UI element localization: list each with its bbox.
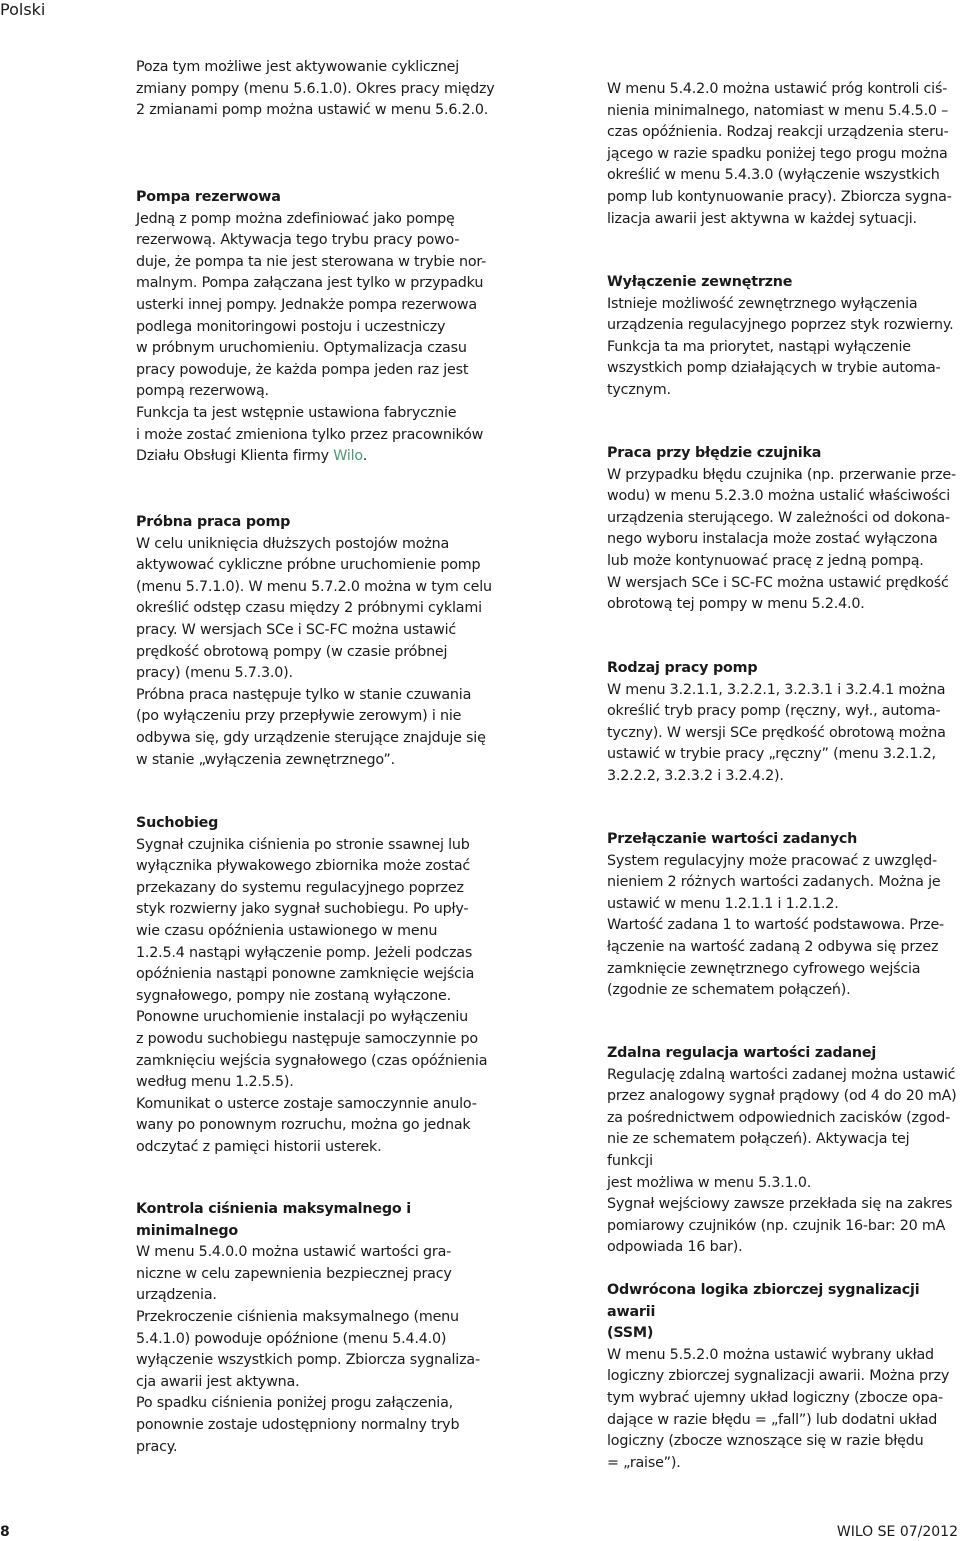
text-line: wyłącznika pływakowego zbiornika może zostać	[136, 858, 471, 875]
text-line: ustawić w trybie pracy „ręczny” (menu 3.2.1.2,	[607, 746, 936, 763]
text-line: w próbnym uruchomieniu. Optymalizacja czasu	[136, 340, 467, 357]
text-line: urządzenia sterującego. W zależności od dokona-	[607, 509, 950, 526]
text-line: zamknięcie zewnętrznego cyfrowego wejścia	[607, 960, 921, 977]
text-line: = „raise”).	[607, 1454, 681, 1471]
text-line: odczytać z pamięci historii usterek.	[136, 1138, 382, 1155]
text-line: tyczny). W wersji SCe prędkość obrotową można	[607, 724, 946, 741]
text-line: urządzenia.	[136, 1287, 217, 1304]
text-fragment: Działu Obsługi Klienta firmy	[136, 448, 334, 465]
text-line: wodu) w menu 5.2.3.0 można ustalić właściwości	[607, 488, 950, 505]
text-line: zamknięciu wejścia sygnałowego (czas opóźnienia	[136, 1052, 488, 1069]
text-line: wie czasu opóźnienia ustawionego w menu	[136, 922, 438, 939]
text-line: tym wybrać ujemny układ logiczny (zbocze opa-	[607, 1389, 943, 1406]
text-line: Ponowne uruchomienie instalacji po wyłączeniu	[136, 1009, 469, 1026]
external-off-section	[607, 272, 959, 402]
ssm-logic-section	[607, 1280, 959, 1474]
text-line: łączenie na wartość zadaną 2 odbywa się przez	[607, 938, 939, 955]
text-line: zmiany pompy (menu 5.6.1.0). Okres pracy między	[136, 80, 495, 97]
text-line: określić w menu 5.4.3.0 (wyłączenie wszystkich	[607, 167, 940, 184]
text-fragment: .	[362, 448, 368, 465]
section-heading: Próbna praca pomp	[136, 514, 291, 530]
text-line: lizacja awarii jest aktywna w każdej sytuacji.	[607, 210, 917, 227]
section-heading: Rodzaj pracy pomp	[607, 660, 758, 676]
text-line: styk rozwierny jako sygnał suchobiegu. Po upły-	[136, 901, 469, 918]
text-line: Przekroczenie ciśnienia maksymalnego (menu	[136, 1308, 459, 1325]
section-heading: Przełączanie wartości zadanych	[607, 831, 858, 847]
text-line	[136, 446, 496, 468]
text-line: czas opóźnienia. Rodzaj reakcji urządzenia steru-	[607, 124, 949, 141]
text-line: cja awarii jest aktywna.	[136, 1373, 300, 1390]
right-intro	[607, 79, 959, 230]
text-line: nienia minimalnego, natomiast w menu 5.4.5.0 –	[607, 102, 949, 119]
standby-pump-section	[136, 187, 496, 468]
text-line: nego wyboru instalacja może zostać wyłączona	[607, 531, 938, 548]
text-line: Sygnał wejściowy zawsze przekłada się na zakres	[607, 1196, 953, 1213]
text-line: wany po ponownym rozruchu, można go jednak	[136, 1117, 471, 1134]
language-label: Polski	[0, 0, 46, 19]
text-line: logiczny (zbocze wznoszące się w razie błędu	[607, 1433, 924, 1450]
text-line: Jedną z pomp można zdefiniować jako pompę	[136, 210, 455, 227]
text-line: W przypadku błędu czujnika (np. przerwanie prze-	[607, 466, 956, 483]
text-line: przekazany do systemu regulacyjnego poprzez	[136, 879, 464, 896]
text-line: W menu 5.4.2.0 można ustawić próg kontroli ciś-	[607, 81, 948, 97]
text-line: niczne w celu zapewnienia bezpiecznej pracy	[136, 1265, 452, 1282]
text-line: jest możliwa w menu 5.3.1.0.	[607, 1174, 812, 1191]
text-line: usterki innej pompy. Jednakże pompa rezerwowa	[136, 296, 477, 313]
text-line: Funkcja ta ma priorytet, nastąpi wyłączenie	[607, 338, 911, 355]
text-line: odbywa się, gdy urządzenie sterujące znajduje się	[136, 729, 486, 746]
text-line: za pośrednictwem odpowiednich zacisków (zgod-	[607, 1109, 951, 1126]
remote-setpoint-section	[607, 1043, 959, 1259]
text-line: przez analogowy sygnał prądowy (od 4 do 20 mA)	[607, 1088, 957, 1105]
brand-name: Wilo	[333, 448, 363, 465]
section-heading: Kontrola ciśnienia maksymalnego i minimalnego	[136, 1201, 411, 1239]
text-line: w stanie „wyłączenia zewnętrznego”.	[136, 751, 395, 768]
text-line: z powodu suchobiegu następuje samoczynnie po	[136, 1030, 478, 1047]
text-line: Sygnał czujnika ciśnienia po stronie ssawnej lub	[136, 836, 470, 853]
section-heading: Suchobieg	[136, 815, 219, 831]
dry-run-section	[136, 813, 496, 1159]
text-line: W menu 5.4.0.0 można ustawić wartości gra-	[136, 1244, 452, 1261]
text-line: Istnieje możliwość zewnętrznego wyłączenia	[607, 295, 918, 312]
text-line: (zgodnie ze schematem połączeń).	[607, 982, 851, 999]
setpoint-switch-section	[607, 829, 959, 1002]
text-line: pracy powoduje, że każda pompa jeden raz jest	[136, 361, 469, 378]
document-id: WILO SE 07/2012	[836, 1524, 958, 1540]
pressure-control-section	[136, 1199, 496, 1458]
text-line: odpowiada 16 bar).	[607, 1239, 743, 1256]
text-line: opóźnienia nastąpi ponowne zamknięcie wejścia	[136, 966, 475, 983]
text-line: ponownie zostaje udostępniony normalny tryb	[136, 1416, 460, 1433]
text-line: 5.4.1.0) powoduje opóźnione (menu 5.4.4.0)	[136, 1330, 447, 1347]
text-line: 2 zmianami pomp można ustawić w menu 5.6.2.0.	[136, 102, 489, 119]
left-column	[136, 0, 496, 1500]
text-line: według menu 1.2.5.5).	[136, 1074, 294, 1091]
text-line: obrotową tej pompy w menu 5.2.4.0.	[607, 596, 865, 613]
text-line: Poza tym możliwe jest aktywowanie cyklicznej	[136, 59, 460, 75]
text-line: nie ze schematem połączeń). Aktywacja tej funkcji	[607, 1131, 910, 1169]
text-line: Po spadku ciśnienia poniżej progu załączenia,	[136, 1395, 453, 1412]
text-line: podlega monitoringowi postoju i uczestniczy	[136, 318, 446, 335]
section-heading-continued: (SSM)	[607, 1325, 654, 1342]
text-line: W wersjach SCe i SC-FC można ustawić prędkość	[607, 574, 949, 591]
text-line: Funkcja ta jest wstępnie ustawiona fabrycznie	[136, 404, 457, 421]
text-line: wyłączenie wszystkich pomp. Zbiorcza sygnaliza-	[136, 1352, 480, 1369]
text-line: urządzenia regulacyjnego poprzez styk rozwierny.	[607, 317, 954, 334]
text-line: W menu 5.5.2.0 można ustawić wybrany układ	[607, 1346, 934, 1363]
text-line: jącego w razie spadku poniżej tego progu można	[607, 145, 948, 162]
text-line: lub może kontynuować pracę z jedną pompą.	[607, 552, 924, 569]
text-line: określić odstęp czasu między 2 próbnymi cyklami	[136, 600, 482, 617]
text-line: sygnałowego, pompy nie zostaną wyłączone.	[136, 987, 451, 1004]
text-line: tycznym.	[607, 381, 671, 398]
section-heading: Pompa rezerwowa	[136, 189, 281, 205]
text-line: Komunikat o usterce zostaje samoczynnie anulo-	[136, 1095, 477, 1112]
section-heading: Wyłączenie zewnętrzne	[607, 274, 793, 290]
text-line: pompą rezerwową.	[136, 383, 269, 400]
sensor-error-section	[607, 443, 959, 616]
text-line: (menu 5.7.1.0). W menu 5.7.2.0 można w tym celu	[136, 578, 492, 595]
section-heading: Odwrócona logika zbiorczej sygnalizacji awarii	[607, 1282, 920, 1320]
text-line: 1.2.5.4 nastąpi wyłączenie pomp. Jeżeli podczas	[136, 944, 473, 961]
text-line: pracy. W wersjach SCe i SC-FC można ustawić	[136, 621, 457, 638]
text-line: Regulację zdalną wartości zadanej można ustawić	[607, 1066, 956, 1083]
text-line: 3.2.2.2, 3.2.3.2 i 3.2.4.2).	[607, 767, 784, 784]
text-line: pracy.	[136, 1438, 178, 1455]
text-line: rezerwową. Aktywacja tego trybu pracy powo-	[136, 232, 460, 249]
text-line: określić tryb pracy pomp (ręczny, wył., automa-	[607, 703, 941, 720]
text-line: System regulacyjny może pracować z uwzględ-	[607, 852, 937, 869]
operating-mode-section	[607, 658, 959, 788]
text-line: Próbna praca następuje tylko w stanie czuwania	[136, 686, 472, 703]
text-line: Wartość zadana 1 to wartość podstawowa. Prze-	[607, 917, 945, 934]
text-line: dające w razie błędu = „fall”) lub dodatni układ	[607, 1411, 938, 1428]
text-line: i może zostać zmieniona tylko przez pracowników	[136, 426, 484, 443]
text-line: prędkość obrotową pompy (w czasie próbnej	[136, 643, 448, 660]
text-line: (po wyłączeniu przy przepływie zerowym) i nie	[136, 708, 462, 725]
section-heading: Zdalna regulacja wartości zadanej	[607, 1045, 877, 1061]
test-run-section	[136, 512, 496, 771]
text-line: pomp lub kontynuowanie pracy). Zbiorcza sygna-	[607, 188, 952, 205]
section-heading: Praca przy błędzie czujnika	[607, 445, 822, 461]
text-line: duje, że pompa ta nie jest sterowana w trybie nor-	[136, 253, 487, 270]
text-line: nieniem 2 różnych wartości zadanych. Można je	[607, 874, 941, 891]
page-number: 8	[0, 1524, 10, 1540]
text-line: W menu 3.2.1.1, 3.2.2.1, 3.2.3.1 i 3.2.4.1 można	[607, 681, 946, 698]
left-intro	[136, 57, 496, 122]
text-line: ustawić w menu 1.2.1.1 i 1.2.1.2.	[607, 895, 839, 912]
text-line: W celu uniknięcia dłuższych postojów można	[136, 535, 450, 552]
text-line: pomiarowy czujników (np. czujnik 16-bar: 20 mA	[607, 1217, 946, 1234]
text-line: logiczny zbiorczej sygnalizacji awarii. Można przy	[607, 1368, 950, 1385]
text-line: aktywować cykliczne próbne uruchomienie pomp	[136, 557, 481, 574]
text-line: wszystkich pomp działających w trybie automa-	[607, 360, 941, 377]
text-line: pracy) (menu 5.7.3.0).	[136, 665, 293, 682]
right-column	[607, 0, 959, 1500]
text-line: malnym. Pompa załączana jest tylko w przypadku	[136, 275, 484, 292]
